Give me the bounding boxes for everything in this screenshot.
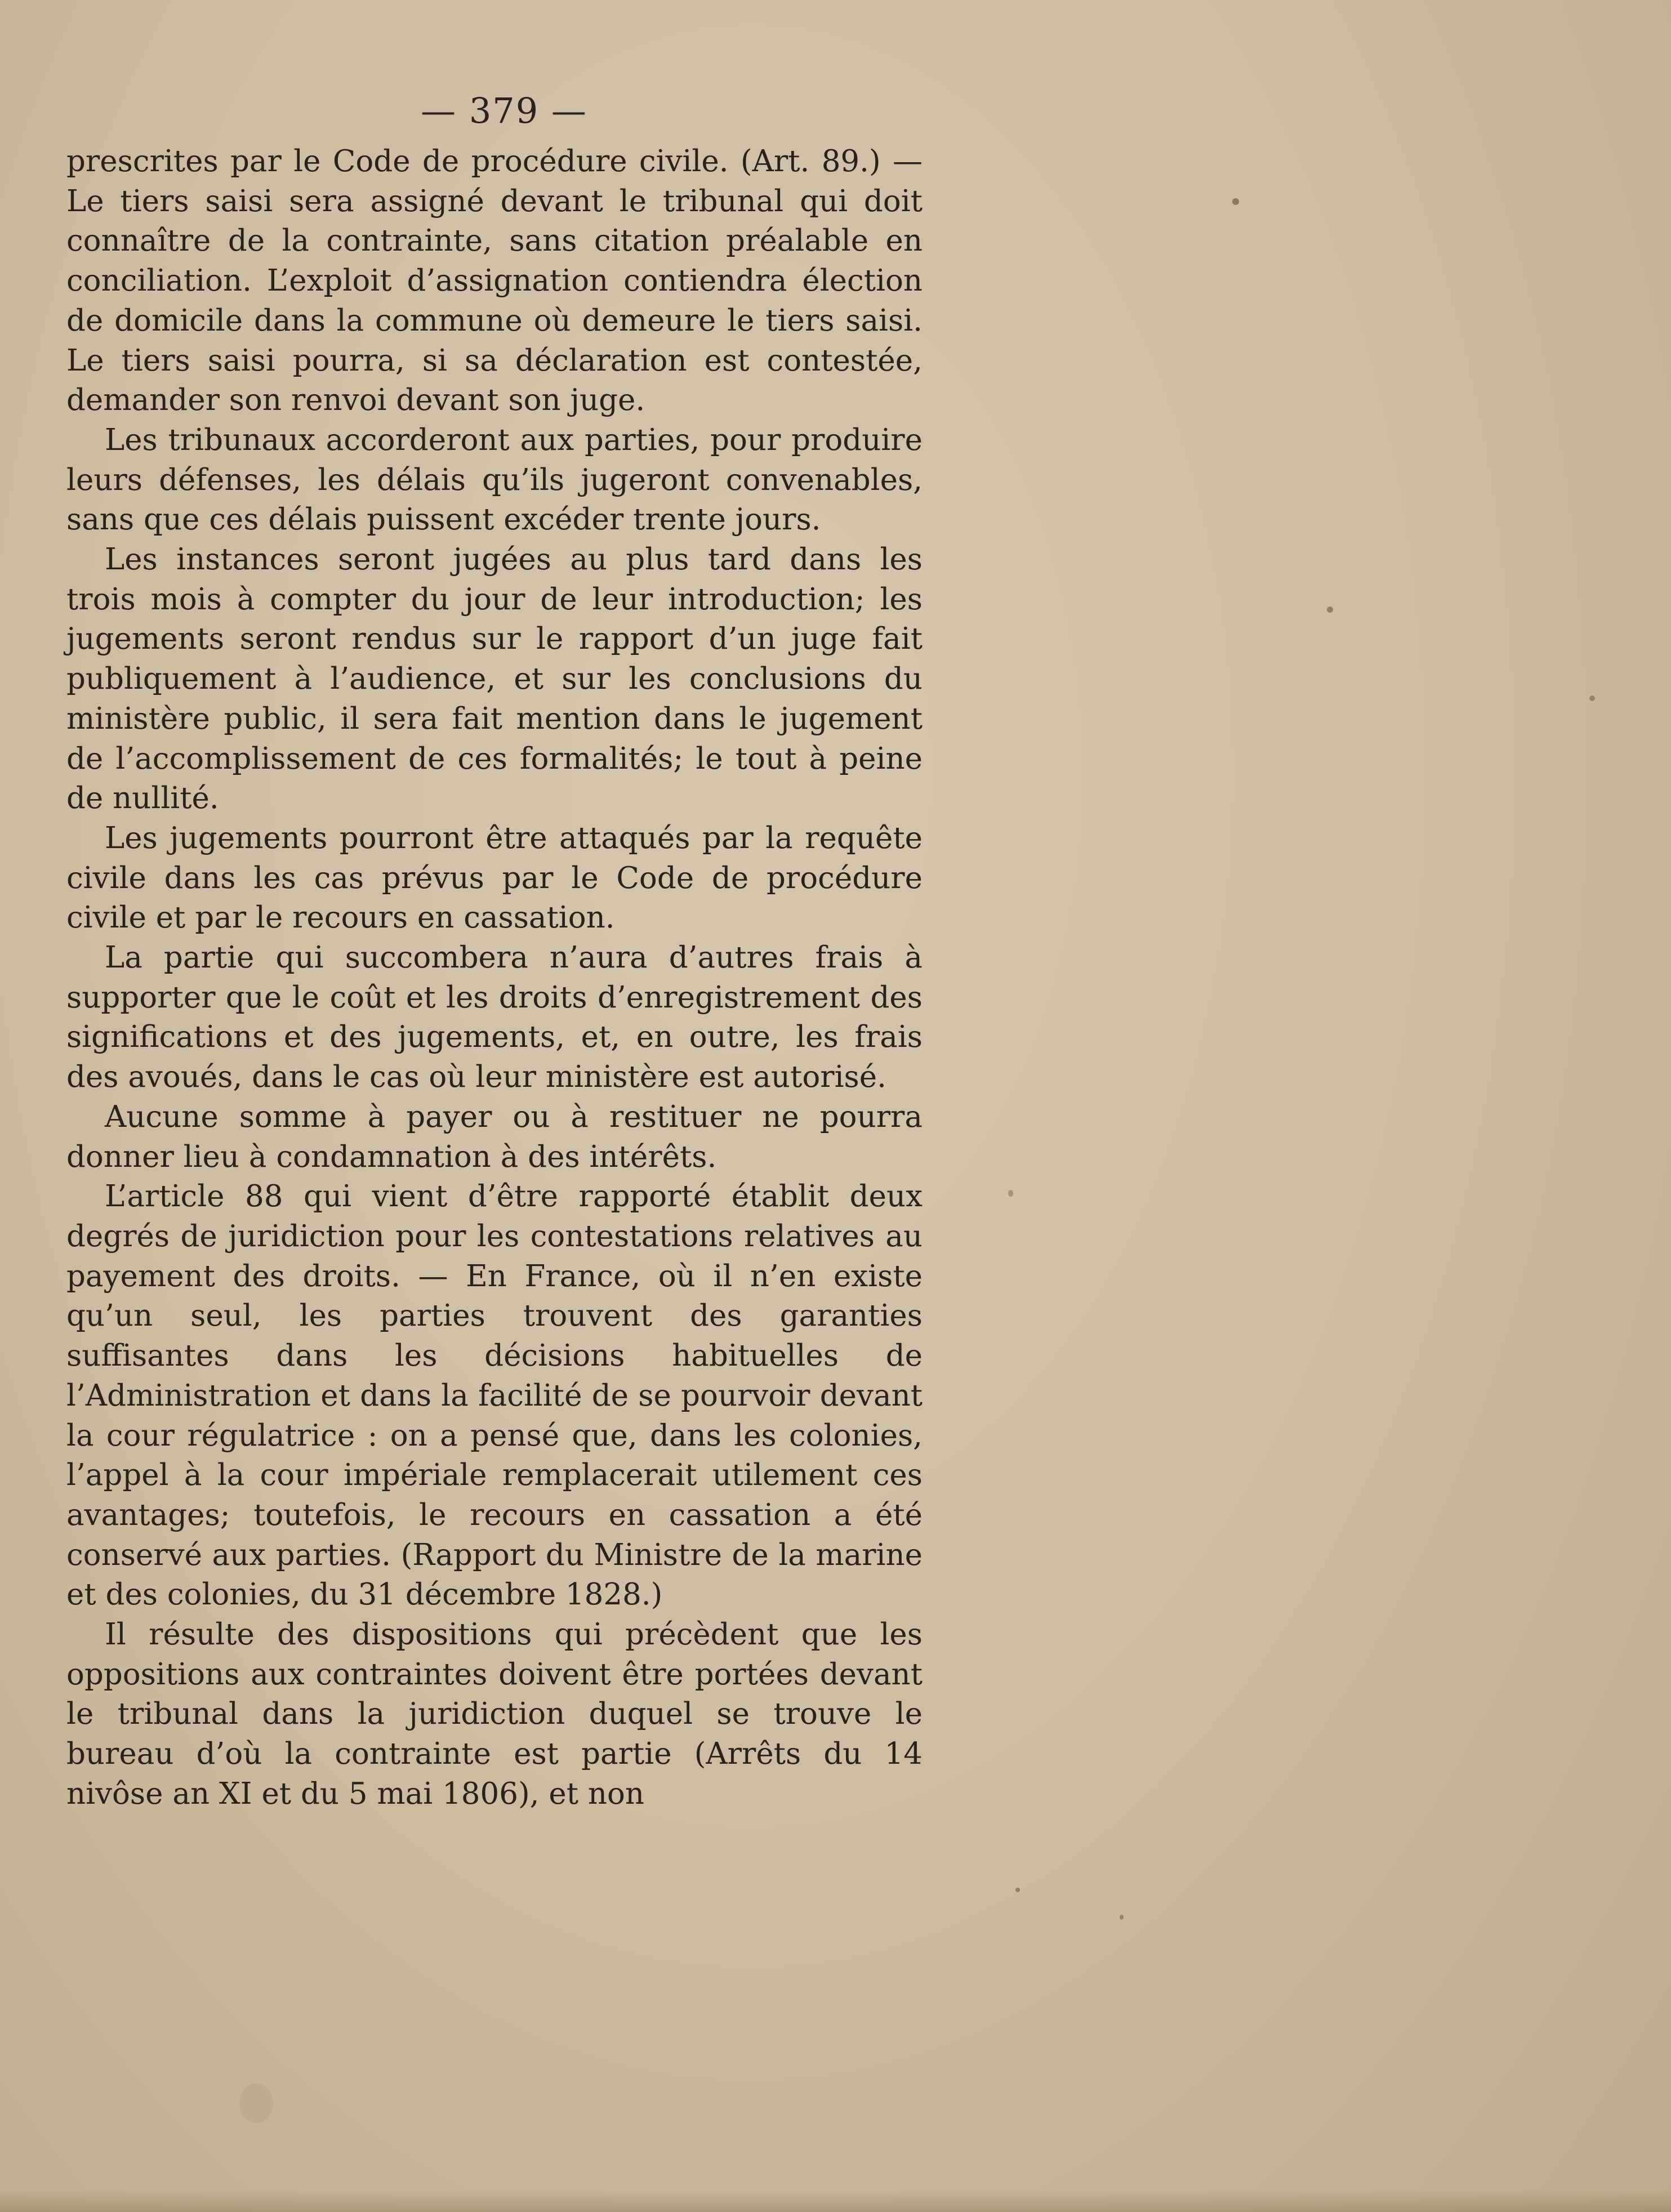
paragraph-6: Aucune somme à payer ou à restituer ne pourra donner lieu à condamnation à des intérêts. [66, 1099, 923, 1174]
paper-speck [1589, 695, 1595, 701]
paragraph-7: L’article 88 qui vient d’être rapporté établit deux degrés de juridiction pour les contestations relatives au payement des droits. — En France, où il n’en existe qu’un seul, les parties trouvent des garanties suffisantes dans les décisions habituelles de l’Administration et dans la facilité de se pourvoir devant la cour régulatrice : on a pensé que, dans les colonies, l’appel à la cour impériale remplacerait utilement ces avantages; toutefois, le recours en cassation a été conservé aux parties. (Rapport du Ministre de la marine et des colonies, du 31 décembre 1828.) [66, 1179, 923, 1612]
paragraph-5: La partie qui succombera n’aura d’autres frais à supporter que le coût et les droits d’enregistrement des significations et des jugements, et, en outre, les frais des avoués, dans le cas où leur ministère est autorisé. [66, 940, 923, 1095]
paper-speck [1015, 1888, 1020, 1892]
paper-speck [1327, 606, 1333, 613]
page-bottom-edge [0, 2189, 1671, 2212]
paper-stain [239, 2084, 273, 2123]
paragraph-1: prescrites par le Code de procédure civile. (Art. 89.) — Le tiers saisi sera assigné devant le tribunal qui doit connaître de la contrainte, sans citation préalable en conciliation. L’exploit d’assignation contiendra élection de domicile dans la commune où demeure le tiers saisi. Le tiers saisi pourra, si sa déclaration est contestée, demander son renvoi devant son juge. [66, 144, 923, 418]
page-number: — 379 — [421, 90, 587, 131]
paper-speck [1008, 1190, 1013, 1197]
paragraph-2: Les tribunaux accorderont aux parties, pour produire leurs défenses, les délais qu’ils jugeront convenables, sans que ces délais puissent excéder trente jours. [66, 422, 923, 537]
paragraph-8: Il résulte des dispositions qui précèdent que les oppositions aux contraintes doivent être portées devant le tribunal dans la juridiction duquel se trouve le bureau d’où la contrainte est partie (Arrêts du 14 nivôse an XI et du 5 mai 1806), et non [66, 1617, 923, 1811]
body-text [66, 142, 923, 1814]
paragraph-4: Les jugements pourront être attaqués par la requête civile dans les cas prévus par le Code de procédure civile et par le recours en cassation. [66, 820, 923, 935]
paper-speck [1120, 1915, 1124, 1920]
paper-speck [1232, 198, 1239, 205]
paragraph-3: Les instances seront jugées au plus tard dans les trois mois à compter du jour de leur introduction; les jugements seront rendus sur le rapport d’un juge fait publiquement à l’audience, et sur les conclusions du ministère public, il sera fait mention dans le jugement de l’accomplissement de ces formalités; le tout à peine de nullité. [66, 542, 923, 816]
